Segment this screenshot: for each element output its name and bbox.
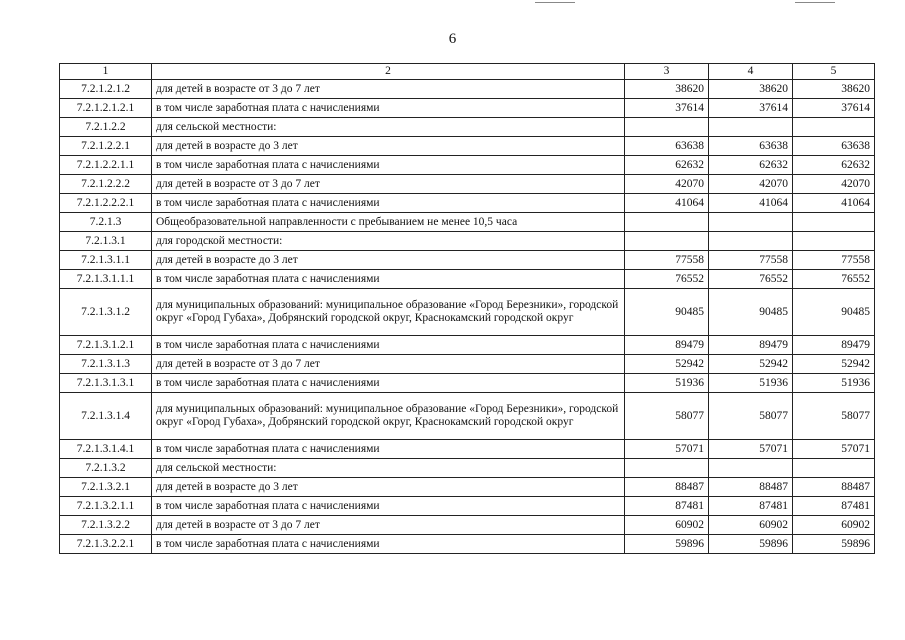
row-description: в том числе заработная плата с начислениями: [152, 270, 625, 289]
row-value-col5: 88487: [793, 478, 875, 497]
row-value-col5: 41064: [793, 194, 875, 213]
row-value-col4: 76552: [709, 270, 793, 289]
row-description: для детей в возрасте от 3 до 7 лет: [152, 80, 625, 99]
table-row: [60, 355, 875, 374]
row-description: Общеобразовательной направленности с пребыванием не менее 10,5 часа: [152, 213, 625, 232]
row-description: в том числе заработная плата с начислениями: [152, 194, 625, 213]
row-code: 7.2.1.2.2.1.1: [60, 156, 152, 175]
row-value-col5: [793, 232, 875, 251]
table-body: [60, 80, 875, 554]
table-row: [60, 535, 875, 554]
row-value-col5: 76552: [793, 270, 875, 289]
page-number: 6: [448, 31, 457, 47]
row-value-col4: 60902: [709, 516, 793, 535]
tariff-table: [59, 63, 875, 554]
row-value-col3: 63638: [625, 137, 709, 156]
row-value-col3: 38620: [625, 80, 709, 99]
row-value-col4: 37614: [709, 99, 793, 118]
table-row: [60, 80, 875, 99]
row-value-col5: 52942: [793, 355, 875, 374]
table-row: [60, 194, 875, 213]
row-description: в том числе заработная плата с начислениями: [152, 440, 625, 459]
row-code: 7.2.1.2.1.2: [60, 80, 152, 99]
row-code: 7.2.1.3.2.2: [60, 516, 152, 535]
row-value-col4: 62632: [709, 156, 793, 175]
row-description: в том числе заработная плата с начислениями: [152, 336, 625, 355]
row-value-col4: 90485: [709, 289, 793, 336]
row-value-col5: 90485: [793, 289, 875, 336]
row-value-col5: [793, 118, 875, 137]
row-description: для детей в возрасте от 3 до 7 лет: [152, 175, 625, 194]
row-value-col3: 90485: [625, 289, 709, 336]
row-value-col4: 42070: [709, 175, 793, 194]
row-value-col3: [625, 118, 709, 137]
row-value-col3: 42070: [625, 175, 709, 194]
row-code: 7.2.1.3: [60, 213, 152, 232]
table-row: [60, 440, 875, 459]
table-row: [60, 393, 875, 440]
row-value-col3: 87481: [625, 497, 709, 516]
row-value-col4: 88487: [709, 478, 793, 497]
row-code: 7.2.1.3.1.4.1: [60, 440, 152, 459]
row-code: 7.2.1.3.1.3: [60, 355, 152, 374]
top-rule-left: [535, 2, 575, 3]
table-row: [60, 336, 875, 355]
row-description: для детей в возрасте до 3 лет: [152, 251, 625, 270]
row-value-col4: [709, 459, 793, 478]
table-row: [60, 270, 875, 289]
row-description: для детей в возрасте до 3 лет: [152, 478, 625, 497]
row-value-col3: 41064: [625, 194, 709, 213]
row-description: для сельской местности:: [152, 459, 625, 478]
row-value-col5: 63638: [793, 137, 875, 156]
row-description: для сельской местности:: [152, 118, 625, 137]
row-value-col3: 52942: [625, 355, 709, 374]
column-header: 4: [709, 64, 793, 80]
row-value-col3: 62632: [625, 156, 709, 175]
row-code: 7.2.1.2.1.2.1: [60, 99, 152, 118]
row-value-col5: 60902: [793, 516, 875, 535]
table-row: [60, 156, 875, 175]
row-code: 7.2.1.2.2: [60, 118, 152, 137]
table-header-row: [60, 64, 875, 80]
row-code: 7.2.1.3.2.2.1: [60, 535, 152, 554]
column-header: 2: [152, 64, 625, 80]
row-value-col4: [709, 213, 793, 232]
row-value-col3: 76552: [625, 270, 709, 289]
row-value-col4: 52942: [709, 355, 793, 374]
row-value-col4: 51936: [709, 374, 793, 393]
row-value-col3: [625, 213, 709, 232]
table-row: [60, 137, 875, 156]
row-value-col4: [709, 232, 793, 251]
row-value-col4: 58077: [709, 393, 793, 440]
table-row: [60, 99, 875, 118]
row-code: 7.2.1.3.1.2: [60, 289, 152, 336]
row-value-col3: 51936: [625, 374, 709, 393]
table-row: [60, 213, 875, 232]
row-code: 7.2.1.3.1.3.1: [60, 374, 152, 393]
row-value-col5: 62632: [793, 156, 875, 175]
row-value-col3: 37614: [625, 99, 709, 118]
table-row: [60, 232, 875, 251]
row-code: 7.2.1.3.2: [60, 459, 152, 478]
row-value-col4: 63638: [709, 137, 793, 156]
table-row: [60, 497, 875, 516]
row-value-col3: [625, 459, 709, 478]
row-code: 7.2.1.3.1.2.1: [60, 336, 152, 355]
row-value-col4: 38620: [709, 80, 793, 99]
row-value-col4: 89479: [709, 336, 793, 355]
row-code: 7.2.1.2.2.2: [60, 175, 152, 194]
row-description: для детей в возрасте до 3 лет: [152, 137, 625, 156]
row-value-col5: [793, 213, 875, 232]
row-value-col5: 58077: [793, 393, 875, 440]
row-code: 7.2.1.3.2.1: [60, 478, 152, 497]
row-value-col4: 41064: [709, 194, 793, 213]
row-value-col4: 59896: [709, 535, 793, 554]
row-value-col5: 42070: [793, 175, 875, 194]
top-rule-right: [795, 2, 835, 3]
row-value-col4: 57071: [709, 440, 793, 459]
table-row: [60, 251, 875, 270]
row-description: для муниципальных образований: муниципальное образование «Город Березники», городской округ «Город Губаха», Добрянский городской округ, Краснокамский городской округ: [152, 289, 625, 336]
row-code: 7.2.1.3.1: [60, 232, 152, 251]
row-code: 7.2.1.3.2.1.1: [60, 497, 152, 516]
row-code: 7.2.1.3.1.4: [60, 393, 152, 440]
row-description: для муниципальных образований: муниципальное образование «Город Березники», городской округ «Город Губаха», Добрянский городской округ, Краснокамский городской округ: [152, 393, 625, 440]
row-description: в том числе заработная плата с начислениями: [152, 156, 625, 175]
row-description: для детей в возрасте от 3 до 7 лет: [152, 516, 625, 535]
row-value-col3: 60902: [625, 516, 709, 535]
row-value-col3: [625, 232, 709, 251]
row-description: в том числе заработная плата с начислениями: [152, 374, 625, 393]
row-value-col3: 59896: [625, 535, 709, 554]
row-value-col5: 89479: [793, 336, 875, 355]
table-row: [60, 478, 875, 497]
row-code: 7.2.1.2.2.2.1: [60, 194, 152, 213]
row-value-col5: 77558: [793, 251, 875, 270]
row-value-col5: 59896: [793, 535, 875, 554]
row-value-col5: 87481: [793, 497, 875, 516]
row-value-col5: 38620: [793, 80, 875, 99]
row-value-col5: 57071: [793, 440, 875, 459]
row-value-col4: 87481: [709, 497, 793, 516]
row-value-col5: 51936: [793, 374, 875, 393]
row-description: в том числе заработная плата с начислениями: [152, 497, 625, 516]
row-value-col3: 89479: [625, 336, 709, 355]
row-value-col3: 77558: [625, 251, 709, 270]
row-value-col5: 37614: [793, 99, 875, 118]
row-value-col5: [793, 459, 875, 478]
row-code: 7.2.1.3.1.1: [60, 251, 152, 270]
table-row: [60, 374, 875, 393]
row-description: в том числе заработная плата с начислениями: [152, 99, 625, 118]
row-code: 7.2.1.2.2.1: [60, 137, 152, 156]
row-value-col4: 77558: [709, 251, 793, 270]
column-header: 3: [625, 64, 709, 80]
row-value-col3: 88487: [625, 478, 709, 497]
table-row: [60, 175, 875, 194]
table-row: [60, 289, 875, 336]
row-value-col4: [709, 118, 793, 137]
row-description: в том числе заработная плата с начислениями: [152, 535, 625, 554]
column-header: 1: [60, 64, 152, 80]
row-description: для городской местности:: [152, 232, 625, 251]
table-row: [60, 516, 875, 535]
row-value-col3: 57071: [625, 440, 709, 459]
row-value-col3: 58077: [625, 393, 709, 440]
column-header: 5: [793, 64, 875, 80]
table-row: [60, 459, 875, 478]
row-description: для детей в возрасте от 3 до 7 лет: [152, 355, 625, 374]
table-row: [60, 118, 875, 137]
row-code: 7.2.1.3.1.1.1: [60, 270, 152, 289]
